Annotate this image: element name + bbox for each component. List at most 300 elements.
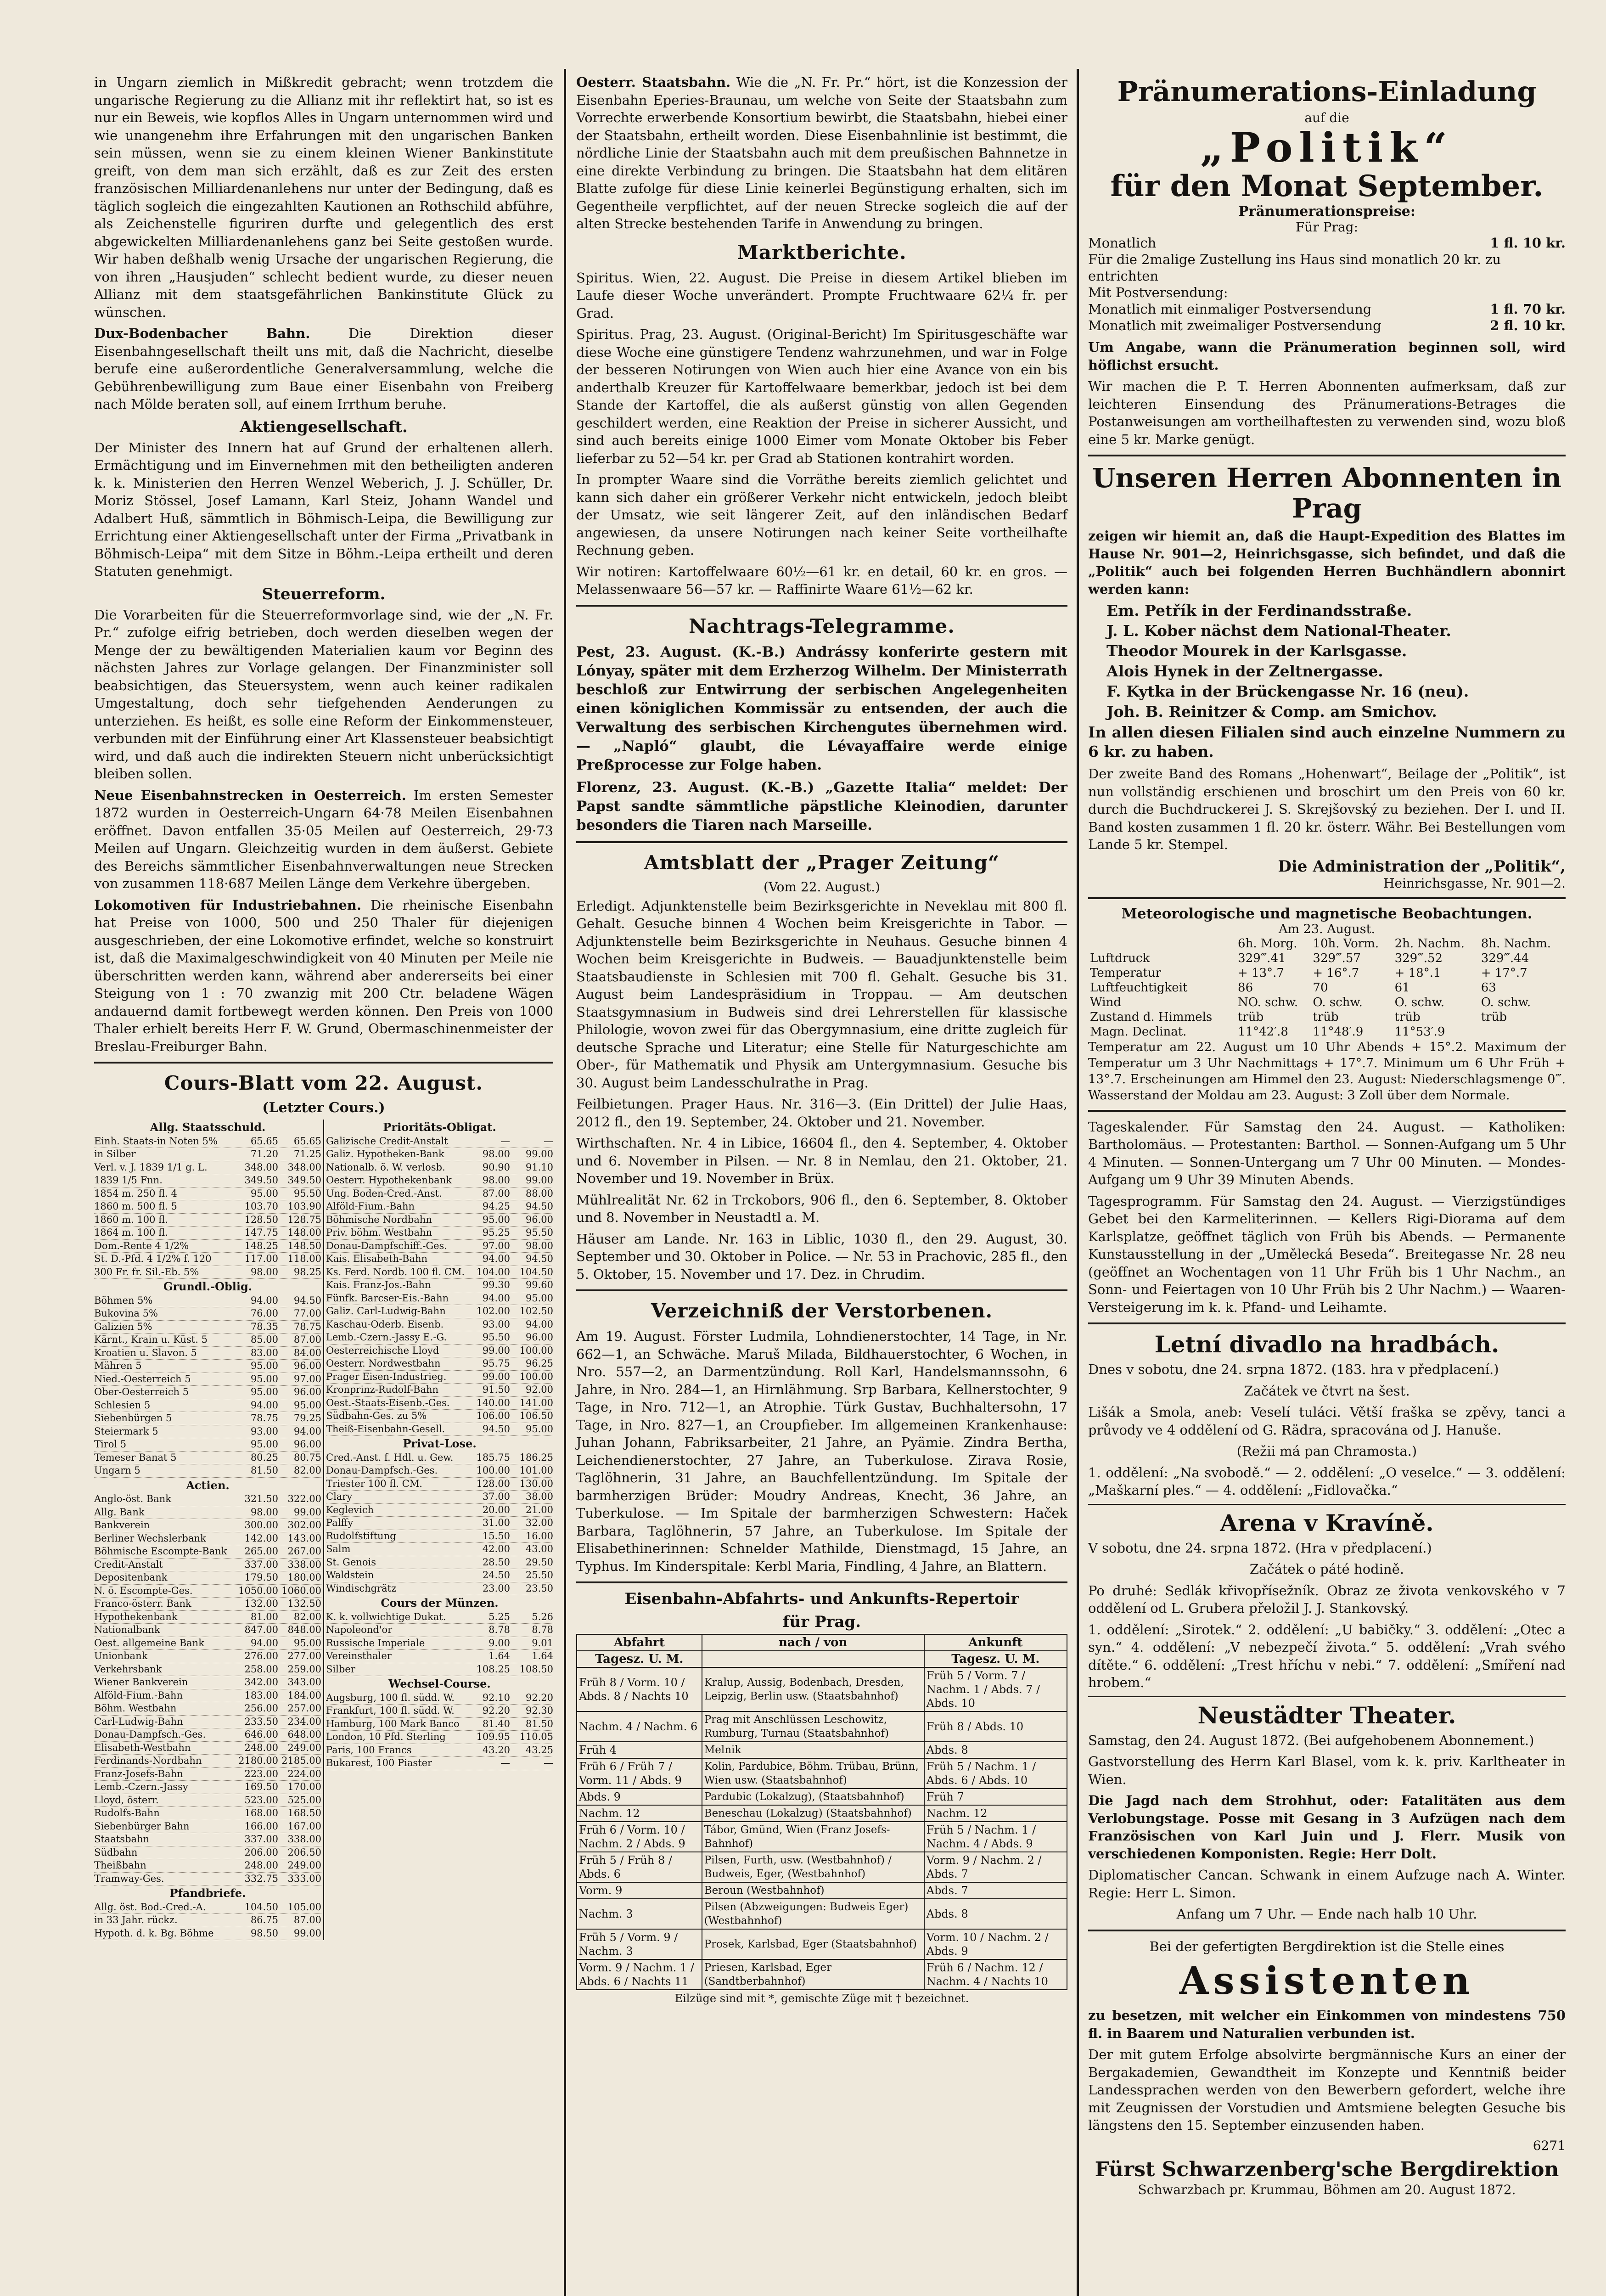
course-geld: 847.00 bbox=[244, 1624, 278, 1635]
course-ware: 103.90 bbox=[287, 1201, 321, 1212]
letni-p5: 1. oddělení: „Na svobodě.“ — 2. oddělení: „O veselce.“ — 3. oddělení: „Maškarní ples.“ — 4. oddělení: „Fidlovačka.“ bbox=[1088, 1464, 1566, 1498]
course-ware: 128.75 bbox=[287, 1214, 321, 1225]
course-row bbox=[326, 1452, 553, 1465]
course-row bbox=[326, 1200, 553, 1214]
course-name: Ungarn 5 bbox=[94, 1465, 140, 1476]
rail-arrival: Früh 5 / Nachm. 1 / Abds. 6 / Abds. 10 bbox=[924, 1758, 1067, 1789]
course-ware: 98.25 bbox=[293, 1266, 321, 1277]
course-row bbox=[94, 1650, 321, 1663]
course-geld: 91.50 bbox=[482, 1384, 510, 1395]
meteo-row bbox=[1088, 1024, 1566, 1039]
course-row bbox=[94, 1200, 321, 1214]
course-geld: 185.75 bbox=[476, 1452, 510, 1463]
amtsblatt-title: Amtsblatt der „Prager Zeitung“ bbox=[644, 851, 1000, 874]
course-geld: 248.00 bbox=[244, 1860, 278, 1871]
rail-route: Prag mit Anschlüssen Leschowitz, Rumburg, Turnau (Staatsbahnhof) bbox=[702, 1711, 924, 1742]
meteo-row bbox=[1088, 951, 1566, 966]
course-ware: 25.50 bbox=[525, 1570, 553, 1581]
course-row bbox=[94, 1321, 321, 1334]
course-geld: 183.00 bbox=[244, 1689, 278, 1701]
separator bbox=[94, 1062, 553, 1064]
course-ware: 110.05 bbox=[519, 1731, 553, 1742]
course-geld: 43.20 bbox=[482, 1744, 510, 1756]
course-row bbox=[326, 1556, 553, 1570]
course-geld: 109.95 bbox=[476, 1731, 510, 1742]
course-name: St. Genois bbox=[326, 1556, 376, 1568]
course-row bbox=[326, 1240, 553, 1253]
course-geld: 78.35 bbox=[250, 1321, 278, 1332]
course-row bbox=[94, 1742, 321, 1755]
price-value: 2 fl. 10 kr. bbox=[1490, 318, 1566, 333]
course-name: St. D.-Pfd. 4 1/2% f. 120 bbox=[94, 1253, 212, 1264]
course-ware: 257.00 bbox=[287, 1703, 321, 1714]
course-ware: 81.50 bbox=[525, 1718, 553, 1729]
course-geld: 256.00 bbox=[244, 1703, 278, 1714]
rail-title: Eisenbahn-Abfahrts- und Ankunfts-Repertoir bbox=[624, 1590, 1019, 1608]
course-row bbox=[94, 1307, 321, 1321]
rail-departure: Früh 5 / Vorm. 9 / Nachm. 3 bbox=[577, 1929, 702, 1959]
course-ware: 249.00 bbox=[287, 1860, 321, 1871]
course-ware: 143.00 bbox=[287, 1532, 321, 1544]
course-row bbox=[326, 1582, 553, 1596]
course-geld: 94.00 bbox=[250, 1399, 278, 1411]
markt-p4: Wir notiren: Kartoffelwaare 60½—61 kr. en detail, 60 kr. en gros. — Melassenwaare 56—57 kr. — Raffinirte Waare 61½—62 kr. bbox=[576, 563, 1067, 597]
letni-p3: Lišák a Smola, aneb: Veselí tuláci. Větší fraška se zpěvy, tanci a průvody ve 4 oddělení od G. Rädra, spracována od J. Hanuše. bbox=[1088, 1404, 1566, 1438]
course-name: 300 Fr. fr. Sil.-Eb. 5% bbox=[94, 1266, 199, 1277]
course-geld: 28.50 bbox=[482, 1556, 510, 1568]
rail-route: Kralup, Aussig, Bodenbach, Dresden, Leipzig, Berlin usw. (Staatsbahnhof) bbox=[702, 1667, 924, 1711]
course-geld: 106.00 bbox=[476, 1410, 510, 1421]
course-geld: 9.00 bbox=[489, 1637, 510, 1649]
arena-title: Arena v Kravíně. bbox=[1220, 1509, 1434, 1536]
course-ware: 108.50 bbox=[519, 1663, 553, 1675]
course-row bbox=[94, 1161, 321, 1175]
course-name: Galizien 5% bbox=[94, 1321, 152, 1332]
meteo-header: 8h. Nachm. bbox=[1481, 936, 1551, 951]
course-ware: 99.00 bbox=[293, 1927, 321, 1939]
course-ware: 80.75 bbox=[293, 1452, 321, 1463]
rail-route: Pardubic (Lokalzug), (Staatsbahnhof) bbox=[702, 1789, 924, 1805]
course-row bbox=[326, 1345, 553, 1358]
course-row bbox=[326, 1569, 553, 1582]
admin-address: Heinrichsgasse, Nr. 901—2. bbox=[1383, 875, 1566, 891]
course-row bbox=[326, 1227, 553, 1240]
rail-arrival: Vorm. 10 / Nachm. 2 / Abds. 9 bbox=[924, 1929, 1067, 1959]
course-name: Dom.-Rente 4 1/2% bbox=[94, 1240, 189, 1251]
course-category: Allg. Staatsschuld. bbox=[150, 1120, 266, 1134]
course-ware: 106.50 bbox=[519, 1410, 553, 1421]
course-geld: 31.00 bbox=[482, 1517, 510, 1528]
course-row bbox=[326, 1504, 553, 1517]
course-row bbox=[94, 1148, 321, 1161]
course-geld: 99.00 bbox=[482, 1345, 510, 1356]
course-ware: 38.00 bbox=[525, 1491, 553, 1502]
course-geld: 104.00 bbox=[476, 1266, 510, 1277]
course-row bbox=[326, 1718, 553, 1731]
course-row bbox=[326, 1135, 553, 1148]
tele-p2: Florenz, 23. August. (K.-B.) „Gazette Italia“ meldet: Der Papst sandte sämmtliche päpstliche Kleinodien, darunter besonders die Tiaren nach Marseille. bbox=[576, 779, 1067, 833]
praen-title: Pränumerations-Einladung bbox=[1117, 76, 1537, 108]
course-geld: 95.25 bbox=[482, 1227, 510, 1238]
rail-row bbox=[577, 1742, 1067, 1758]
course-row bbox=[94, 1755, 321, 1768]
course-row bbox=[94, 1901, 321, 1914]
assist-lead: Bei der gefertigten Bergdirektion ist die Stelle eines bbox=[1149, 1938, 1505, 1954]
course-geld: 65.65 bbox=[250, 1135, 278, 1147]
tagesprogramm: Tagesprogramm. Für Samstag den 24. August. — Vierzigstündiges Gebet bei den Karmeliterinnen. — Kellers Rigi-Diorama auf dem Karlsplatze, geöffnet täglich von Früh bis Abends. — Permanente Kunstausstellung in der „Umělecká Beseda“. Breitegasse Nr. 28 neu (geöffnet an Wochentagen von 11 Uhr Früh bis 1 Uhr Nachm., an Sonn- und Feiertagen von 10 Uhr Früh bis 2 Uhr Nachm.) — Waaren-Versteigerung im k. k. Pfand- und Leihamte. bbox=[1088, 1193, 1566, 1315]
meteo-text: Temperatur am 22. August um 10 Uhr Abends + 15°.2. Maximum der Temperatur um 3 Uhr Nachmittags + 17°.7. Minimum um 6 Uhr Früh + 13°.7. Erscheinungen am Himmel den 23. August: Niederschlagsmenge 0‴. Wasserstand der Moldau am 23. August: 3 Zoll über dem Normale. bbox=[1088, 1040, 1566, 1103]
course-row bbox=[94, 1135, 321, 1148]
rail-departure: Nachm. 3 bbox=[577, 1899, 702, 1929]
course-ware: 104.50 bbox=[519, 1266, 553, 1277]
arena-p4: 1. oddělení: „Sirotek.“ 2. oddělení: „U babičky.“ 3. oddělení: „Otec a syn.“ 4. oddělení: „V nebezpečí života.“ 5. oddělení: „Vrah svého dítěte.“ 6. oddělení: „Trest hříchu v nebi.“ 7. oddělení: „Smíření nad hrobem.“ bbox=[1088, 1621, 1566, 1690]
praen-auf: auf die bbox=[1304, 110, 1349, 125]
course-ware: 148.00 bbox=[287, 1227, 321, 1238]
assist-p2: Der mit gutem Erfolge absolvirte bergmännische Kurs an einer der Bergakademien, Gewandtheit im Konzepte und Kenntniß beider Landessprachen werden von den Bewerbern gefordert, welche ihre mit Zeugnissen der Vorstudien und Amtsmiene belegten Gesuche bis längstens den 15. September einzusenden haben. bbox=[1088, 2047, 1566, 2133]
course-geld: 98.00 bbox=[250, 1506, 278, 1518]
rail-row bbox=[577, 1882, 1067, 1899]
course-row bbox=[326, 1371, 553, 1384]
price-value: 1 fl. 10 kr. bbox=[1490, 235, 1566, 251]
course-row bbox=[326, 1757, 553, 1770]
course-geld: 276.00 bbox=[244, 1650, 278, 1661]
meteo-cell: trüb bbox=[1481, 1010, 1507, 1024]
steuer-text: Die Vorarbeiten für die Steuerreformvorlage sind, wie der „N. Fr. Pr.“ zufolge eifrig betrieben, doch werden dieselben wegen der Menge der zu bewältigenden Materialien kaum vor Beginn des nächsten Jahres zur Vorlage gelangen. Der Finanzminister soll beabsichtigen, das Steuersystem, wenn auch keiner radikalen Umgestaltung, doch sehr tiefgehenden Aenderungen zu unterziehen. Es heißt, es solle eine Reform der Einkommensteuer, verbunden mit der Einführung einer Art Klassensteuer beabsichtigt wird, und daß auch die indirekten Steuern nicht unberücksichtigt bleiben sollen. bbox=[94, 607, 553, 782]
course-row bbox=[94, 1559, 321, 1572]
rail-subhead-u: U. bbox=[1005, 1652, 1018, 1666]
praen-bold-note: Um Angabe, wann die Pränumeration beginnen soll, wird höflichst ersucht. bbox=[1088, 339, 1566, 373]
course-name: Galiz. Hypotheken-Bank bbox=[326, 1148, 444, 1159]
course-name: Kaschau-Oderb. Eisenb. bbox=[326, 1318, 444, 1330]
course-row bbox=[326, 1611, 553, 1624]
course-ware: 87.00 bbox=[293, 1334, 321, 1345]
course-row bbox=[94, 1807, 321, 1820]
rail-arrival: Abds. 8 bbox=[924, 1742, 1067, 1758]
course-geld: 87.00 bbox=[482, 1187, 510, 1199]
course-geld: 93.00 bbox=[250, 1425, 278, 1437]
meteo-head bbox=[1088, 936, 1566, 951]
course-geld: 98.50 bbox=[250, 1927, 278, 1939]
course-row bbox=[326, 1692, 553, 1705]
course-ware: 322.00 bbox=[287, 1493, 321, 1504]
meteo-cell: 11°48′.9 bbox=[1313, 1024, 1364, 1039]
separator bbox=[1088, 455, 1566, 456]
course-group bbox=[94, 1493, 321, 1885]
course-ware: 118.00 bbox=[287, 1253, 321, 1264]
course-row bbox=[326, 1318, 553, 1332]
meteo-date: Am 23. August. bbox=[1278, 922, 1376, 936]
course-geld: 95.75 bbox=[482, 1358, 510, 1369]
course-row bbox=[94, 1545, 321, 1559]
course-ware: 2185.00 bbox=[281, 1755, 321, 1766]
course-row bbox=[94, 1781, 321, 1794]
course-ware: 16.00 bbox=[525, 1530, 553, 1542]
course-geld: 233.50 bbox=[244, 1716, 278, 1727]
neustadt-p4: Diplomatischer Cancan. Schwank in einem Aufzuge nach A. Winter. Regie: Herr L. Simon. bbox=[1088, 1867, 1566, 1901]
course-geld: 321.50 bbox=[244, 1493, 278, 1504]
course-geld: 168.00 bbox=[244, 1807, 278, 1818]
course-name: Einh. Staats-in Noten 5% bbox=[94, 1135, 218, 1147]
markt-title: Marktberichte. bbox=[737, 241, 907, 264]
course-group bbox=[326, 1611, 553, 1677]
course-name: 1839 1/5 Fnn. bbox=[94, 1175, 163, 1186]
course-ware: 848.00 bbox=[287, 1624, 321, 1635]
course-geld: 337.00 bbox=[244, 1559, 278, 1570]
course-name: Franz-Josefs-Bahn bbox=[94, 1768, 183, 1779]
course-geld: 42.00 bbox=[482, 1543, 510, 1554]
meteo-body bbox=[1088, 951, 1566, 1039]
rail-departure: Früh 4 bbox=[577, 1742, 702, 1758]
letni-p4: (Režii má pan Chramosta.) bbox=[1236, 1443, 1417, 1459]
course-geld: 94.50 bbox=[482, 1423, 510, 1435]
verst-title: Verzeichniß der Verstorbenen. bbox=[651, 1300, 993, 1322]
shop-item: Theodor Mourek in der Karlsgasse. bbox=[1106, 642, 1407, 660]
column-2 bbox=[576, 73, 1067, 2005]
course-name: K. k. vollwichtige Dukat. bbox=[326, 1611, 446, 1622]
course-name: Nied.-Oesterreich 5 bbox=[94, 1373, 191, 1384]
course-ware: 234.00 bbox=[287, 1716, 321, 1727]
rail-head-nach: nach bbox=[778, 1636, 811, 1649]
markt-p3: In prompter Waare sind die Vorräthe bereits ziemlich gelichtet und kann sich daher ein größerer Verkehr nicht entwickeln, jedoch bleibt der Umsatz, wie seit längerer Zeit, auf den inländischen Bedarf angewiesen, da unsere Notirungen nach keiner Seite vortheilhafte Rechnung geben. bbox=[576, 472, 1067, 558]
aktien-title: Aktiengesellschaft. bbox=[240, 417, 408, 436]
rail-subhead-left bbox=[577, 1651, 702, 1667]
rail-arrival: Früh 6 / Nachm. 12 / Nachm. 4 / Nachts 10 bbox=[924, 1959, 1067, 1990]
meteo-cell: Luftfeuchtigkeit bbox=[1090, 980, 1188, 995]
course-ware: 94.50 bbox=[525, 1253, 553, 1264]
course-row bbox=[94, 1689, 321, 1703]
course-name: Südbahn-Ges. zu 5% bbox=[326, 1410, 427, 1421]
course-name: Elisabeth-Westbahn bbox=[94, 1742, 191, 1753]
course-row bbox=[326, 1253, 553, 1266]
course-ware: 95.00 bbox=[525, 1292, 553, 1304]
rail-departure: Früh 6 / Früh 7 / Vorm. 11 / Abds. 9 bbox=[577, 1758, 702, 1789]
course-row bbox=[326, 1731, 553, 1744]
course-ware: 277.00 bbox=[287, 1650, 321, 1661]
course-geld: 646.00 bbox=[244, 1729, 278, 1740]
meteo-title: Meteorologische und magnetische Beobachtungen. bbox=[1121, 905, 1533, 922]
meteo-cell: 329‴.44 bbox=[1481, 951, 1529, 965]
course-row bbox=[94, 1728, 321, 1742]
price-row bbox=[1088, 235, 1566, 251]
course-geld: 80.25 bbox=[250, 1452, 278, 1463]
course-row bbox=[94, 1187, 321, 1201]
intro-article: in Ungarn ziemlich in Mißkredit gebracht; wenn trotzdem die ungarische Regierung zu die Allianz mit ihr reflektirt hat, so ist es nur ein Beweis, wie kopflos Alles in Ungarn unternommen wird und wie unangenehm ihre Erfahrungen mit den ungarischen Banken sein müssen, wenn sie zu einem kleinen Wiener Bankinstitute greift, von dem man sich erzählt, daß es zur Zeit des ersten französischen Milliardenanlehens nur unter der Bedingung, daß es täglich sogleich die eingezahlten Kautionen an Rothschild abführe, als Zeichenstelle figuriren durfte und gelegentlich des erst abgewickelten Milliardenanlehens ganz bei Seite gestoßen wurde. Wir haben deßhalb wenig Ursache der ungarischen Regierung, die von ihren „Hausjuden“ schlecht bedient wurde, zu dieser neuen Allianz mit dem staatsgefährlichen Bankinstitute Glück zu wünschen. bbox=[94, 74, 553, 320]
course-ware: 167.00 bbox=[287, 1820, 321, 1832]
amtsblatt-date: (Vom 22. August.) bbox=[764, 879, 880, 895]
price-row bbox=[1088, 317, 1566, 334]
course-ware: 95.50 bbox=[293, 1187, 321, 1199]
rail-arrival: Früh 8 / Abds. 10 bbox=[924, 1711, 1067, 1742]
course-row bbox=[326, 1410, 553, 1423]
course-geld: — bbox=[500, 1135, 510, 1147]
course-ware: 29.50 bbox=[525, 1556, 553, 1568]
assist-p1: zu besetzen, mit welcher ein Einkommen von mindestens 750 fl. in Baarem und Naturalien verbunden ist. bbox=[1088, 2008, 1566, 2041]
lokomotiven-article bbox=[94, 896, 553, 1056]
course-ware: 170.00 bbox=[287, 1781, 321, 1792]
course-ware: 267.00 bbox=[287, 1546, 321, 1557]
course-geld: 265.00 bbox=[244, 1546, 278, 1557]
meteo-cell: Zustand d. Himmels bbox=[1090, 1010, 1213, 1024]
shops-list bbox=[1088, 602, 1566, 721]
neue-text: Im ersten Semester 1872 wurden in Oesterreich-Ungarn 64·78 Meilen Eisenbahnen eröffnet. Davon entfallen 35·05 Meilen auf Oesterreich, 29·73 Meilen auf Ungarn. Gleichzeitig wurden in dem äußerst. Gebiete des Bereichs sämmtlicher Eisenbahnverwaltungen neue Strecken von zusammen 118·687 Meilen Länge dem Verkehre übergeben. bbox=[94, 787, 554, 891]
course-geld: 94.00 bbox=[482, 1292, 510, 1304]
course-name: Unionbank bbox=[94, 1650, 148, 1661]
meteo-header: 10h. Vorm. bbox=[1313, 936, 1379, 951]
course-geld: 140.00 bbox=[476, 1397, 510, 1408]
course-row bbox=[94, 1846, 321, 1860]
course-name: Siebenbürger Bahn bbox=[94, 1820, 190, 1832]
course-ware: 65.65 bbox=[293, 1135, 321, 1147]
kalender: Tageskalender. Für Samstag den 24. August. — Katholiken: Bartholomäus. — Protestanten: Barthol. — Sonnen-Aufgang um 5 Uhr 4 Minuten. — Sonnen-Untergang um 7 Uhr 00 Minuten. — Mondes-Aufgang um 9 Uhr 39 Minuten Abends. bbox=[1088, 1119, 1566, 1187]
course-name: Triester 100 fl. CM. bbox=[326, 1478, 422, 1489]
course-name: Lloyd, österr. bbox=[94, 1794, 159, 1806]
course-ware: 1060.00 bbox=[281, 1585, 321, 1596]
course-name: Theißbahn bbox=[94, 1860, 146, 1871]
course-geld: 78.75 bbox=[250, 1412, 278, 1424]
course-name: Clary bbox=[326, 1491, 353, 1502]
course-ware: 84.00 bbox=[293, 1347, 321, 1358]
course-name: Windischgrätz bbox=[326, 1582, 397, 1594]
rail-row bbox=[577, 1667, 1067, 1711]
course-ware: 343.00 bbox=[287, 1677, 321, 1688]
rail-route: Pilsen, Furth, usw. (Westbahnhof) / Budweis, Eger, (Westbahnhof) bbox=[702, 1852, 924, 1882]
course-geld: 104.50 bbox=[244, 1901, 278, 1913]
course-ware: 184.00 bbox=[287, 1689, 321, 1701]
course-name: Nationalbank bbox=[94, 1624, 160, 1635]
course-geld: 142.00 bbox=[244, 1532, 278, 1544]
course-row bbox=[94, 1702, 321, 1716]
course-ware: 43.00 bbox=[525, 1543, 553, 1554]
amtsblatt-p4: Mühlrealität Nr. 62 in Trckobors, 906 fl., den 6. September, 8. Oktober und 8. November in Neustadtl a. M. bbox=[576, 1192, 1067, 1225]
course-name: Nationalb. ö. W. verlosb. bbox=[326, 1161, 445, 1173]
course-name: Böhm. Westbahn bbox=[94, 1703, 177, 1714]
course-geld: 95.00 bbox=[250, 1386, 278, 1397]
course-ware: 99.00 bbox=[525, 1148, 553, 1159]
course-name: Kroatien u. Slavon. 5 bbox=[94, 1347, 197, 1358]
course-name: Bukarest, 100 Piaster bbox=[326, 1757, 432, 1768]
arena-p3: Po druhé: Sedlák křivopřísežník. Obraz ze života venkovského v 7 oddělení od L. Grubera přeložil J. J. Stankovský. bbox=[1088, 1582, 1566, 1616]
course-name: Galiz. Carl-Ludwig-Bahn bbox=[326, 1306, 446, 1317]
course-row bbox=[326, 1357, 553, 1371]
neue-title: Neue Eisenbahnstrecken in Oesterreich. bbox=[94, 787, 406, 803]
rail-route: Melnik bbox=[702, 1742, 924, 1758]
meteo-cell: O. schw. bbox=[1394, 995, 1444, 1009]
course-geld: 97.00 bbox=[482, 1240, 510, 1251]
course-name: Hypoth. d. k. Bg. Böhme bbox=[94, 1927, 214, 1939]
amtsblatt-p1: Erledigt. Adjunktenstelle beim Bezirksgerichte in Neveklau mit 800 fl. Gehalt. Gesuche binnen 4 Wochen beim Kreisgerichte in Tabor. — Adjunktenstelle beim Bezirksgerichte in Neuhaus. Gesuche binnen 4 Wochen beim Kreisgerichte in Budweis. — Bauadjunktenstelle beim Staatsbaudienste in Schlesien mit 700 fl. Gehalt. Gesuche bis 31. August beim Landespräsidium in Troppau. — Am deutschen Staatsgymnasium in Budweis sind drei Lehrerstellen für klassische Philologie, wovon zwei für das Obergymnasium, eine dritte zugleich für deutsche Sprache und Literatur; eine Stelle für Naturgeschichte am Ober-, für Mathematik und Physik am Untergymnasium. Gesuche bis 30. August beim Landesschulrathe in Prag. bbox=[576, 898, 1067, 1091]
course-row bbox=[326, 1187, 553, 1201]
meteo-cell: NO. schw. bbox=[1238, 995, 1298, 1009]
course-group bbox=[326, 1452, 553, 1596]
course-ware: 32.00 bbox=[525, 1517, 553, 1528]
course-geld: 1050.00 bbox=[238, 1585, 278, 1596]
course-ware: 99.00 bbox=[525, 1175, 553, 1186]
course-row bbox=[94, 1253, 321, 1266]
rail-departure: Nachm. 12 bbox=[577, 1805, 702, 1822]
course-row bbox=[94, 1360, 321, 1373]
course-ware: 96.00 bbox=[525, 1214, 553, 1225]
course-name: N. ö. Escompte-Ges. bbox=[94, 1585, 193, 1596]
meteo-header: 6h. Morg. bbox=[1238, 936, 1297, 951]
course-ware: 78.75 bbox=[293, 1321, 321, 1332]
course-name: Kronprinz-Rudolf-Bahn bbox=[326, 1384, 439, 1395]
course-geld: 24.50 bbox=[482, 1570, 510, 1581]
course-name: Salm bbox=[326, 1543, 351, 1554]
abo-roman: Der zweite Band des Romans „Hohenwart“, Beilage der „Politik“, ist nun vollständig erschienen und broschirt um den Preis von 60 kr. durch die Buchdruckerei J. S. Skrejšovský zu beziehen. Der I. und II. Band kosten zusammen 1 fl. 20 kr. österr. Währ. Bei Bestellungen vom Lande 5 kr. Stempel. bbox=[1088, 766, 1566, 852]
course-row bbox=[94, 1663, 321, 1677]
course-row bbox=[94, 1294, 321, 1308]
rail-departure: Früh 8 / Vorm. 10 / Abds. 8 / Nachts 10 bbox=[577, 1667, 702, 1711]
course-row bbox=[326, 1530, 553, 1543]
course-name: Schlesien 5 bbox=[94, 1399, 151, 1411]
course-geld: 76.00 bbox=[250, 1308, 278, 1319]
course-row bbox=[94, 1399, 321, 1412]
course-name: Keglevich bbox=[326, 1504, 374, 1515]
neue-article bbox=[94, 787, 553, 893]
course-geld: 128.50 bbox=[244, 1214, 278, 1225]
meteo-cell: Luftdruck bbox=[1090, 951, 1150, 965]
course-ware: 5.26 bbox=[532, 1611, 553, 1622]
course-geld: 95.50 bbox=[482, 1332, 510, 1343]
course-name: Allg. öst. Bod.-Cred.-A. bbox=[94, 1901, 206, 1913]
rail-subhead-m: M. bbox=[666, 1652, 684, 1666]
course-name: Frankfurt, 100 fl. südd. W. bbox=[326, 1705, 455, 1716]
course-name: Ferdinands-Nordbahn bbox=[94, 1755, 202, 1766]
course-ware: 97.00 bbox=[293, 1373, 321, 1384]
rail-row bbox=[577, 1852, 1067, 1882]
meteo-cell: 86 bbox=[1238, 980, 1253, 995]
course-row bbox=[326, 1161, 553, 1175]
course-name: 1860 m. 100 fl. bbox=[94, 1214, 168, 1225]
rail-route: Prosek, Karlsbad, Eger (Staatsbahnhof) bbox=[702, 1929, 924, 1959]
rail-row bbox=[577, 1758, 1067, 1789]
prices-list bbox=[1088, 235, 1566, 334]
course-name: Tramway-Ges. bbox=[94, 1873, 164, 1884]
course-geld: 83.00 bbox=[250, 1347, 278, 1358]
course-geld: 92.20 bbox=[482, 1705, 510, 1716]
course-ware: — bbox=[543, 1757, 553, 1768]
course-geld: 5.25 bbox=[489, 1611, 510, 1622]
meteo-cell: trüb bbox=[1313, 1010, 1339, 1024]
course-geld: 132.00 bbox=[244, 1598, 278, 1609]
course-row bbox=[94, 1532, 321, 1546]
course-ware: 71.25 bbox=[293, 1148, 321, 1159]
meteo-row bbox=[1088, 995, 1566, 1010]
course-ware: 92.20 bbox=[525, 1692, 553, 1703]
course-name: Cred.-Anst. f. Hdl. u. Gew. bbox=[326, 1452, 454, 1463]
meteo-cell: Wind bbox=[1090, 995, 1121, 1009]
rail-table bbox=[576, 1634, 1067, 1990]
course-name: Siebenbürgen 5 bbox=[94, 1412, 172, 1424]
separator bbox=[576, 841, 1067, 843]
course-row bbox=[94, 1571, 321, 1585]
course-ware: 87.00 bbox=[293, 1914, 321, 1925]
course-geld: 99.30 bbox=[482, 1279, 510, 1290]
course-geld: 100.00 bbox=[476, 1465, 510, 1476]
meteo-cell: O. schw. bbox=[1313, 995, 1363, 1009]
rail-head-ankunft: Ankunft bbox=[924, 1634, 1067, 1651]
course-row bbox=[94, 1859, 321, 1873]
course-ware: 92.00 bbox=[525, 1384, 553, 1395]
rail-row bbox=[577, 1929, 1067, 1959]
dux-text: Die Direktion dieser Eisenbahngesellschaft theilt uns mit, daß die Nachricht, dieselbe berufe eine außerordentliche Generalversammlung, welche die Gebührenbewilligung zum Baue einer Eisenbahn von Freiberg nach Mölde beraten soll, auf einem Irrthum beruhe. bbox=[94, 326, 553, 412]
course-name: Rudolfstiftung bbox=[326, 1530, 396, 1542]
course-row bbox=[326, 1464, 553, 1478]
course-name: Ober-Oesterreich 5 bbox=[94, 1386, 189, 1397]
course-geld: 117.00 bbox=[244, 1253, 278, 1264]
dux-title: Dux-Bodenbacher Bahn. bbox=[94, 326, 310, 341]
course-ware: 206.50 bbox=[287, 1846, 321, 1858]
